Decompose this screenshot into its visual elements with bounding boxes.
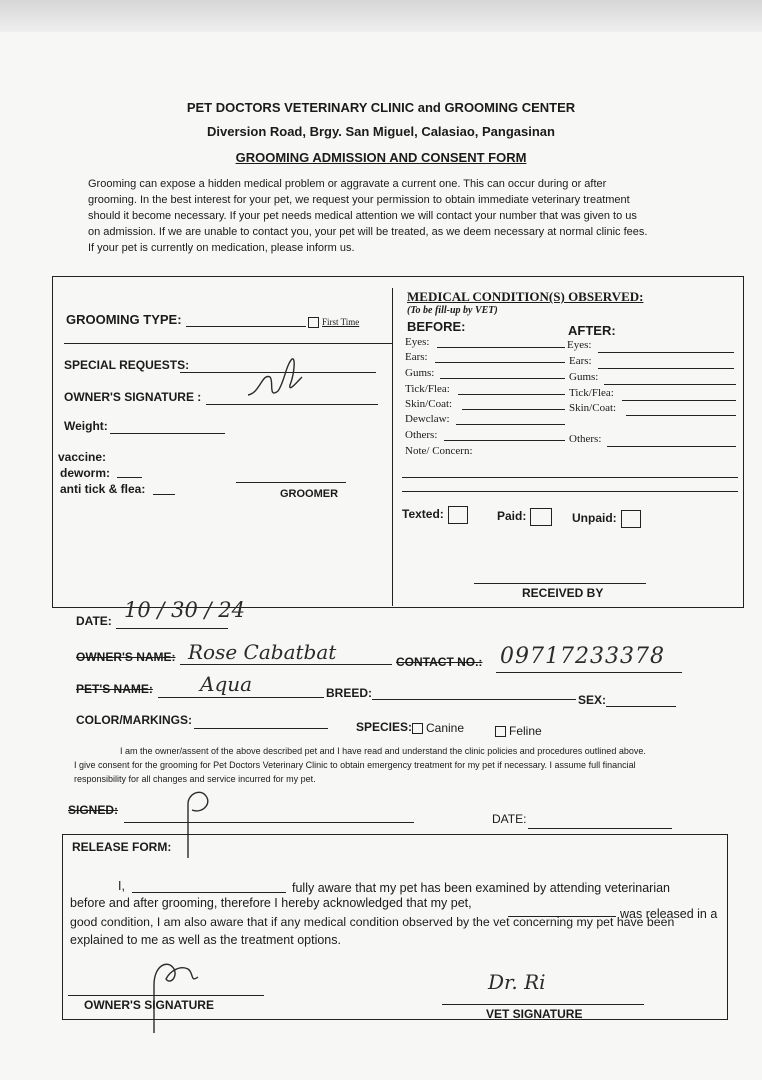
vet-sig-field[interactable] (442, 1004, 644, 1005)
consent-date-field[interactable] (528, 828, 672, 829)
owner-signature-scribble (240, 355, 310, 410)
after-ears-field[interactable] (598, 368, 734, 369)
after-gums-field[interactable] (604, 384, 736, 385)
date-field[interactable] (116, 628, 228, 629)
note-label: Note/ Concern: (405, 445, 473, 457)
owner-name-field[interactable] (180, 664, 392, 665)
feline-checkbox[interactable] (495, 726, 506, 737)
before-tick-field[interactable] (458, 394, 565, 395)
unpaid-label (572, 510, 641, 528)
intro-line: If your pet is currently on medication, please inform us. (88, 242, 355, 254)
paid-text: Paid: (497, 509, 527, 524)
pet-name-field[interactable] (158, 697, 324, 698)
before-dewclaw: Dewclaw: (405, 413, 450, 425)
before-others: Others: (405, 429, 438, 441)
after-gums: Gums: (569, 371, 599, 383)
before-tick: Tick/Flea: (405, 383, 450, 395)
release-line-1: fully aware that my pet has been examined by attending veterinarian (292, 881, 671, 895)
intro-text (88, 176, 698, 256)
release-owner-signature-scribble (140, 955, 210, 1035)
texted-label (402, 506, 468, 524)
breed-field[interactable] (372, 699, 576, 700)
canine-checkbox[interactable] (412, 723, 423, 734)
after-others-field[interactable] (607, 446, 736, 447)
contact-label: CONTACT NO.: (396, 655, 483, 669)
pet-name-value: Aqua (200, 672, 253, 696)
contact-field[interactable] (496, 672, 682, 673)
before-gums-field[interactable] (440, 378, 565, 379)
note-line-1[interactable] (402, 477, 738, 478)
medical-subtitle: (To be fill-up by VET) (407, 305, 498, 316)
after-heading: AFTER: (568, 323, 616, 338)
texted-text: Texted: (402, 507, 444, 522)
grooming-type-label: GROOMING TYPE: (66, 312, 182, 327)
grooming-type-field[interactable] (186, 326, 306, 327)
before-others-field[interactable] (444, 440, 565, 441)
sex-label: SEX: (578, 693, 607, 707)
date-value: 10 / 30 / 24 (124, 598, 246, 622)
form-title: GROOMING ADMISSION AND CONSENT FORM (235, 150, 527, 165)
intro-line: should it become necessary. If your pet needs medical attention we will contact your number that was given to us (88, 210, 637, 222)
after-skin: Skin/Coat: (569, 402, 617, 414)
after-eyes: Eyes: (567, 339, 592, 351)
vaccine-label: vaccine: (58, 450, 107, 464)
first-time-option[interactable]: First Time (308, 317, 359, 328)
before-eyes: Eyes: (405, 336, 430, 348)
deworm-label: deworm: (60, 466, 111, 480)
owner-sig-label: OWNER'S SIGNATURE (84, 998, 214, 1012)
weight-field[interactable] (110, 433, 225, 434)
groomer-field[interactable] (236, 482, 346, 483)
clinic-address: Diversion Road, Brgy. San Miguel, Calasiao, Pangasinan (207, 124, 555, 139)
release-name-field[interactable] (132, 892, 286, 893)
owner-signature-label: OWNER'S SIGNATURE : (64, 390, 202, 404)
owner-name-label: OWNER'S NAME: (76, 650, 176, 664)
after-skin-field[interactable] (626, 415, 736, 416)
vet-sig-label: VET SIGNATURE (486, 1007, 583, 1021)
anti-tick-label: anti tick & flea: (60, 482, 146, 496)
medical-title: MEDICAL CONDITION(S) OBSERVED: (407, 289, 644, 304)
consent-line-2: I give consent for the grooming for Pet Doctors Veterinary Clinic to obtain emergency treatment for my pet if necessary. I assume full financial (74, 760, 636, 770)
before-ears-field[interactable] (435, 362, 565, 363)
color-field[interactable] (194, 728, 328, 729)
anti-tick-field[interactable] (153, 494, 175, 495)
received-by-label: RECEIVED BY (522, 586, 604, 600)
texted-checkbox[interactable] (448, 506, 468, 524)
before-gums: Gums: (405, 367, 435, 379)
consent-line-3: responsibility for all changes and service incurred for my pet. (74, 774, 316, 784)
color-label: COLOR/MARKINGS: (76, 713, 192, 727)
grooming-extra-line (64, 343, 392, 344)
special-requests-label: SPECIAL REQUESTS: (64, 358, 190, 372)
release-line-3: good condition, I am also aware that if any medical condition observed by the vet concerning my pet have been (70, 915, 675, 929)
vet-signature-writing: Dr. Ri (488, 970, 546, 994)
feline-text: Feline (509, 724, 542, 738)
owner-name-value: Rose Cabatbat (188, 640, 337, 664)
intro-line: Grooming can expose a hidden medical problem or aggravate a current one. This can occur during or after (88, 178, 607, 190)
release-i: I, (118, 879, 125, 893)
paid-checkbox[interactable] (530, 508, 552, 526)
groomer-label: GROOMER (280, 488, 339, 500)
breed-label: BREED: (326, 686, 373, 700)
before-ears: Ears: (405, 351, 428, 363)
checkbox-icon[interactable] (308, 317, 319, 328)
after-tick-field[interactable] (622, 400, 736, 401)
date-label: DATE: (76, 614, 112, 628)
before-eyes-field[interactable] (437, 347, 565, 348)
deworm-field[interactable] (117, 477, 142, 478)
intro-line: on admission. If we are unable to contact you, your pet will be treated, as we deem necessary at normal clinic fees. (88, 226, 648, 238)
contact-value: 09717233378 (500, 644, 665, 669)
species-label: SPECIES: (356, 720, 413, 734)
scan-shadow (0, 0, 762, 32)
before-dewclaw-field[interactable] (456, 424, 565, 425)
feline-option[interactable] (495, 724, 542, 738)
canine-option[interactable] (412, 721, 464, 735)
canine-text: Canine (426, 721, 465, 735)
release-line-4: explained to me as well as the treatment options. (70, 933, 341, 947)
signed-field[interactable] (124, 822, 414, 823)
signed-label: SIGNED: (68, 803, 119, 817)
unpaid-text: Unpaid: (572, 511, 617, 526)
consent-line-1: I am the owner/assent of the above described pet and I have read and understand the clinic policies and procedures outlined above. (120, 746, 646, 756)
intro-line: grooming. In the best interest for your pet, we request your permission to obtain immediate veterinary treatment (88, 194, 630, 206)
pet-name-label: PET'S NAME: (76, 682, 153, 696)
note-line-2[interactable] (402, 491, 738, 492)
after-tick: Tick/Flea: (569, 387, 614, 399)
weight-label: Weight: (64, 419, 108, 433)
consent-date-label: DATE: (492, 812, 527, 826)
sex-field[interactable] (606, 706, 676, 707)
paid-label (497, 508, 552, 526)
after-others: Others: (569, 433, 602, 445)
release-line-2: before and after grooming, therefore I hereby acknowledged that my pet, (70, 896, 472, 910)
after-eyes-field[interactable] (598, 352, 734, 353)
clinic-name: PET DOCTORS VETERINARY CLINIC and GROOMING CENTER (186, 100, 576, 115)
box-divider (392, 288, 393, 606)
before-skin-field[interactable] (462, 409, 565, 410)
received-by-field[interactable] (474, 583, 646, 584)
release-title: RELEASE FORM: (72, 840, 172, 854)
after-ears: Ears: (569, 355, 592, 367)
release-line-2b: was released in a (620, 907, 718, 921)
unpaid-checkbox[interactable] (621, 510, 641, 528)
before-heading: BEFORE: (407, 319, 466, 334)
before-skin: Skin/Coat: (405, 398, 453, 410)
